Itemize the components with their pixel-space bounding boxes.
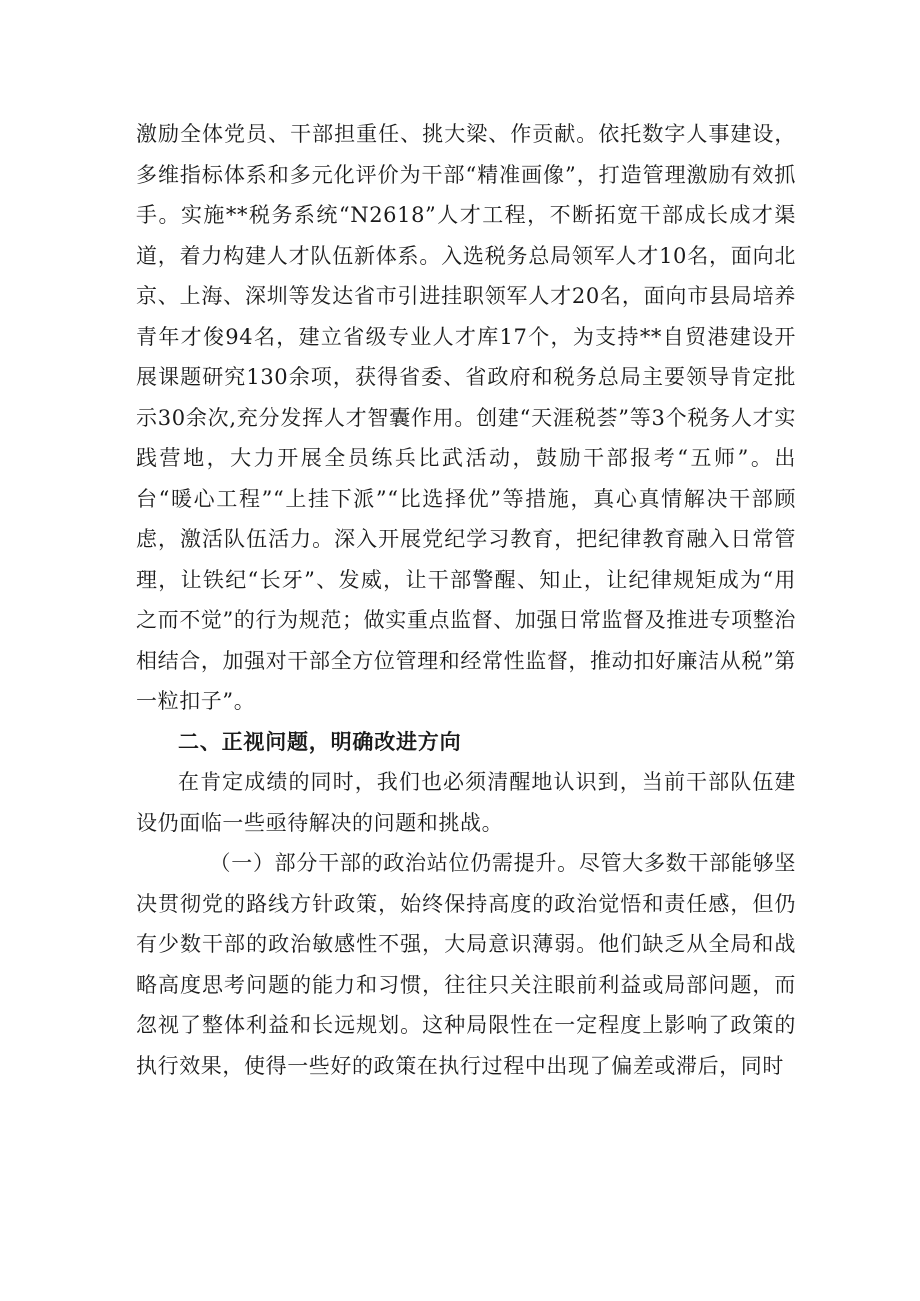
- body-paragraph-continuation: 激励全体党员、干部担重任、挑大梁、作贡献。依托数字人事建设，多维指标体系和多元化评价为干部“精准画像”，打造管理激励有效抓手。实施**税务系统“N2618”人才工程，不断拓宽干部成长成才渠道，着力构建人才队伍新体系。入选税务总局领军人才10名，面向北京、上海、深圳等发达省市引进挂职领军人才20名，面向市县局培养青年才俊94名，建立省级专业人才库17个，为支持**自贸港建设开展课题研究130余项，获得省委、省政府和税务总局主要领导肯定批示30余次,充分发挥人才智囊作用。创建“天涯税荟”等3个税务人才实践营地，大力开展全员练兵比武活动，鼓励干部报考“五师”。出台“暖心工程”“上挂下派”“比选择优”等措施，真心真情解决干部顾虑，激活队伍活力。深入开展党纪学习教育，把纪律教育融入日常管理，让铁纪“长牙”、发威，让干部警醒、知止，让纪律规矩成为“用之而不觉”的行为规范；做实重点监督、加强日常监督及推进专项整治相结合，加强对干部全方位管理和经常性监督，推动扣好廉洁从税”第一粒扣子”。: [136, 122, 796, 713]
- section-heading: 二、正视问题，明确改进方向: [178, 729, 462, 754]
- body-paragraph-point-one: （一）部分干部的政治站位仍需提升。尽管大多数干部能够坚决贯彻党的路线方针政策，始终保持高度的政治觉悟和责任感，但仍有少数干部的政治敏感性不强，大局意识薄弱。他们缺乏从全局和战略高度思考问题的能力和习惯，往往只关注眼前利益或局部问题，而忽视了整体利益和长远规划。这种局限性在一定程度上影响了政策的执行效果，使得一些好的政策在执行过程中出现了偏差或滞后，同时: [136, 851, 796, 1078]
- document-body: [136, 114, 796, 1086]
- body-paragraph-intro: 在肯定成绩的同时，我们也必须清醒地认识到，当前干部队伍建设仍面临一些亟待解决的问题和挑战。: [136, 770, 796, 835]
